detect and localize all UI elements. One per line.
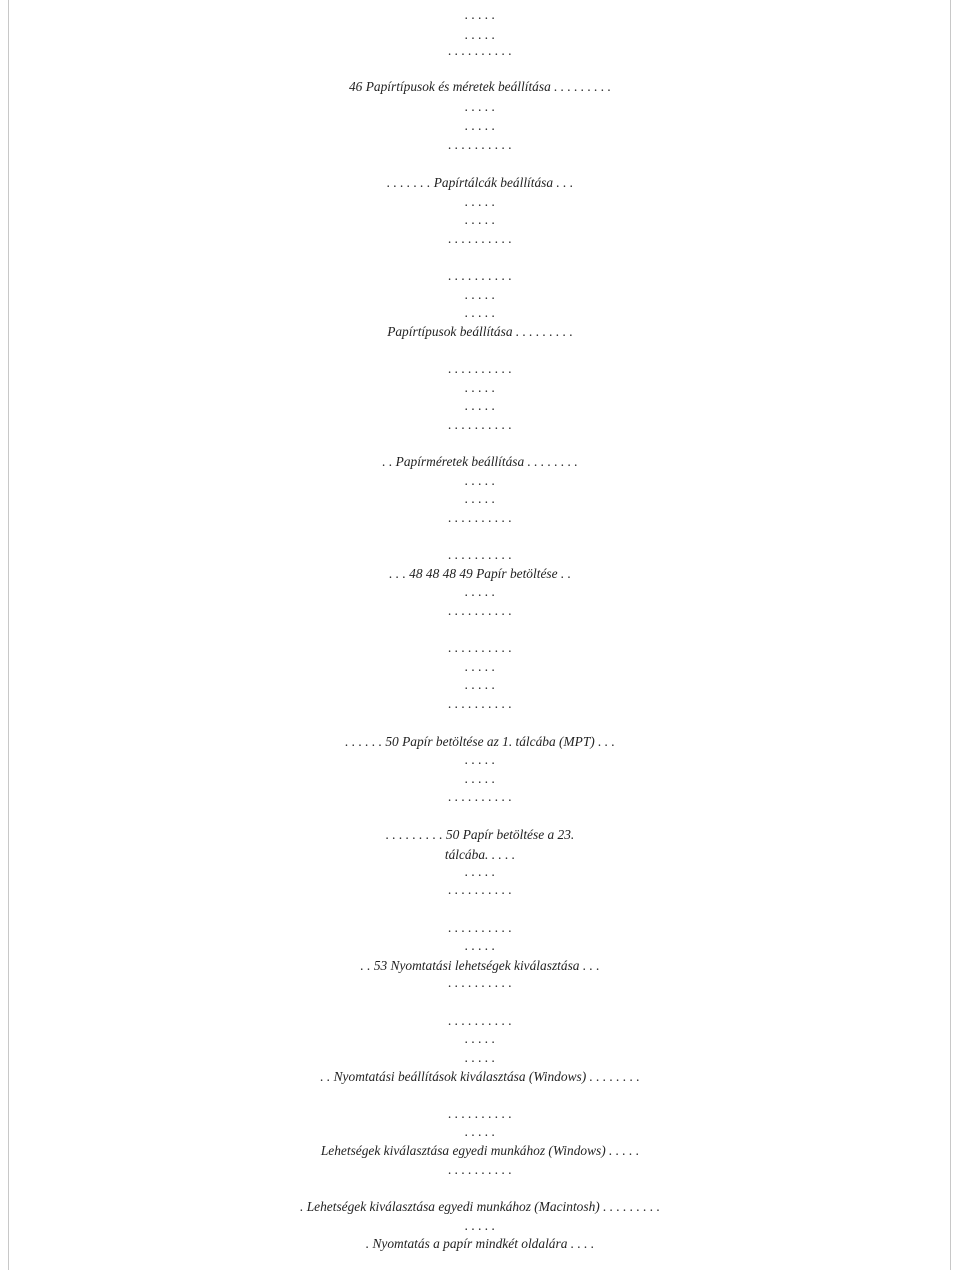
toc-line: . . . . . . . . . . [448,417,512,432]
toc-line: . . . . . . . . . . [448,231,512,246]
toc-line: . . . . . [464,1124,496,1139]
toc-entry: tálcába. . . . . [444,847,516,862]
toc-line: . . . . . [464,1218,496,1233]
toc-entry: . . . . . . . Papírtálcák beállítása . . . [386,175,574,190]
toc-entry: . Lehetségek kiválasztása egyedi munkához (Macintosh) . . . . . . . . . [300,1199,660,1214]
toc-line: . . . . . [464,771,496,786]
toc-entry: 46 Papírtípusok és méretek beállítása . . . . . . . . . [348,79,612,94]
toc-line: . . . . . . . . . . [448,361,512,376]
toc-line: . . . . . . . . . . [448,882,512,897]
toc-line: . . . . . . . . . . [448,547,512,562]
toc-line: . . . . . [464,1050,496,1065]
toc-line: . . . . . [464,938,496,953]
toc-line: . . . . . . . . . . [448,510,512,525]
toc-line: . . . . . [464,584,496,599]
toc-line: . . . . . [464,27,496,42]
toc-line: . . . . . [464,305,496,320]
toc-line: . . . . . . . . . . [448,789,512,804]
toc-entry: . . . 48 48 48 49 Papír betöltése . . [389,566,571,581]
toc-entry: . . . . . . 50 Papír betöltése az 1. tálcába (MPT) . . . [345,734,615,749]
toc-entry: Lehetségek kiválasztása egyedi munkához (Windows) . . . . . [320,1143,640,1158]
toc-line: . . . . . . . . . . [448,268,512,283]
toc-entry: Papírtípusok beállítása . . . . . . . . . [387,324,573,339]
toc-line: . . . . . . . . . . [448,1106,512,1121]
toc-entry: . . Papírméretek beállítása . . . . . . . . [382,454,578,469]
toc-line: . . . . . . . . . . [448,1013,512,1028]
toc-line: . . . . . . . . . . [448,975,512,990]
toc-line: . . . . . . . . . . [448,603,512,618]
toc-line: . . . . . [464,99,496,114]
toc-entry: . Nyomtatás a papír mindkét oldalára . . . . [365,1236,595,1251]
toc-line: . . . . . . . . . . [448,696,512,711]
toc-line: . . . . . [464,398,496,413]
toc-line: . . . . . [464,752,496,767]
toc-entry: . . 53 Nyomtatási lehetségek kiválasztása . . . [360,958,600,973]
toc-line: . . . . . [464,473,496,488]
toc-line: . . . . . . . . . . [448,920,512,935]
toc-line: . . . . . [464,7,496,22]
toc-line: . . . . . [464,212,496,227]
toc-entry: . . . . . . . . . 50 Papír betöltése a 23. [385,827,575,842]
toc-line: . . . . . [464,118,496,133]
toc-line: . . . . . [464,659,496,674]
toc-line: . . . . . [464,194,496,209]
toc-line: . . . . . [464,287,496,302]
toc-line: . . . . . . . . . . [448,1162,512,1177]
toc-entry: . . Nyomtatási beállítások kiválasztása (Windows) . . . . . . . . [320,1069,640,1084]
toc-line: . . . . . [464,1031,496,1046]
toc-line: . . . . . . . . . . [448,137,512,152]
toc-line: . . . . . [464,380,496,395]
toc-line: . . . . . [464,677,496,692]
toc-line: . . . . . [464,864,496,879]
toc-line: . . . . . . . . . . [448,640,512,655]
toc-line: . . . . . [464,491,496,506]
toc-line: . . . . . . . . . . [448,43,512,58]
